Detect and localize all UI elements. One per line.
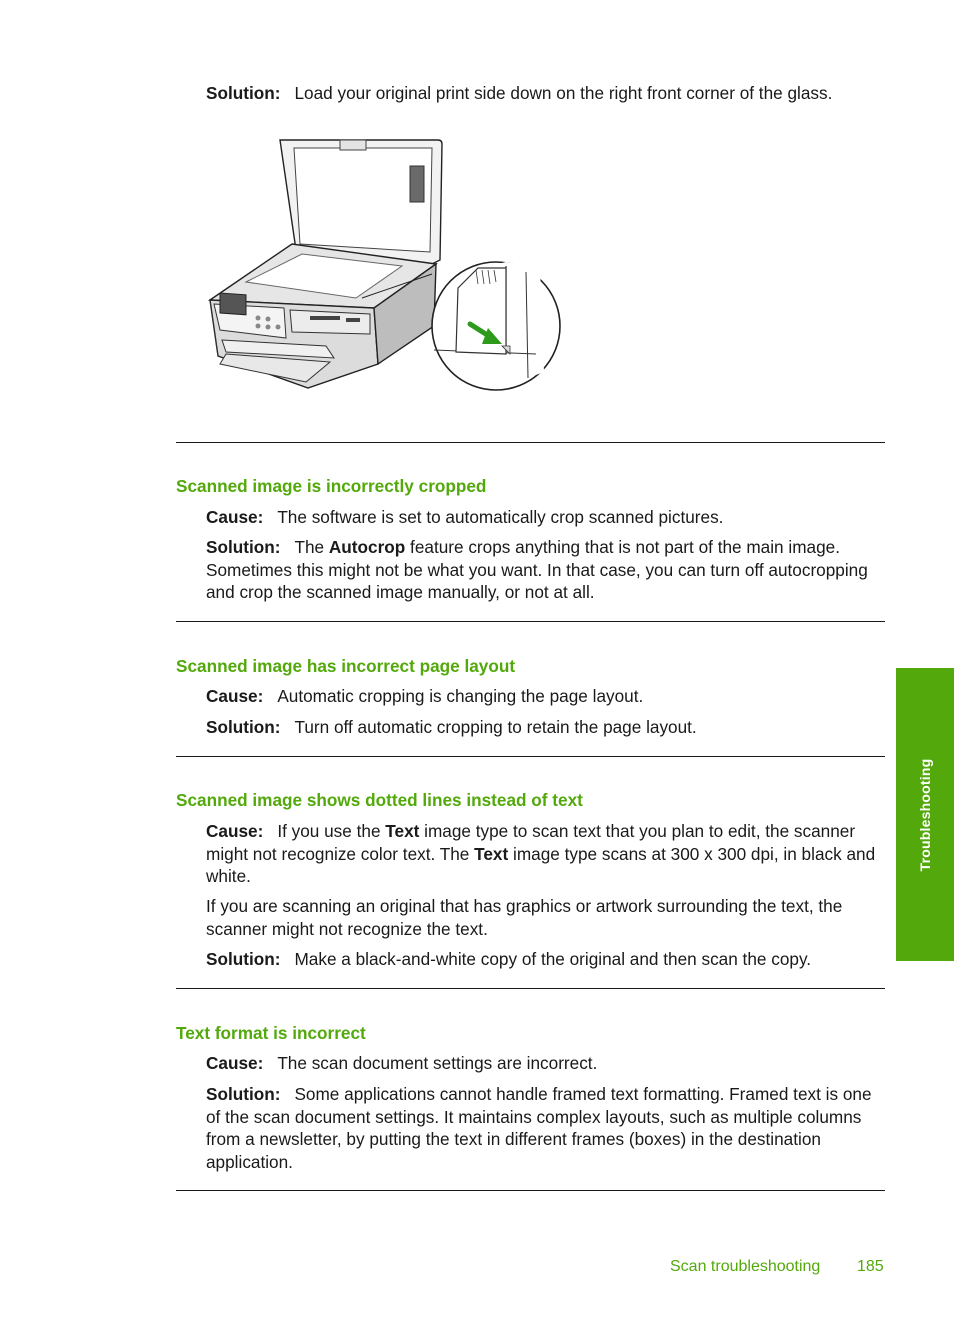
solution-label: Solution: xyxy=(206,83,281,103)
section-heading: Scanned image has incorrect page layout xyxy=(176,656,516,676)
cause-text: The scan document settings are incorrect. xyxy=(277,1053,598,1073)
cause-text: The software is set to automatically crop scanned pictures. xyxy=(277,507,724,527)
side-tab-label: Troubleshooting xyxy=(917,758,933,871)
section-heading: Scanned image is incorrectly cropped xyxy=(176,476,487,496)
section-heading: Text format is incorrect xyxy=(176,1023,366,1043)
footer-section-title: Scan troubleshooting xyxy=(670,1258,821,1275)
cause xyxy=(206,506,886,529)
solution xyxy=(206,948,886,971)
divider xyxy=(176,442,885,443)
text-term: Text xyxy=(385,821,420,841)
solution-label: Solution: xyxy=(206,537,281,557)
cause-text-mid: image type to scan text that you plan to edit, the scanner might not recognize color text. The xyxy=(206,821,856,864)
solution-text: Make a black-and-white copy of the original and then scan the copy. xyxy=(294,949,812,969)
cause-text-post: image type scans at 300 x 300 dpi, in black and white. xyxy=(206,843,876,887)
cause xyxy=(206,685,886,708)
solution-text: Load your original print side down on the right front corner of the glass. xyxy=(294,83,833,103)
cause-extra: If you are scanning an original that has graphics or artwork surrounding the text, the scanner might not recognize the text. xyxy=(206,896,843,939)
solution-text-pre: The xyxy=(294,537,325,557)
cause-text: Automatic cropping is changing the page layout. xyxy=(277,686,644,706)
text-term: Text xyxy=(474,843,509,864)
page-number: 185 xyxy=(857,1258,884,1275)
cause-label: Cause: xyxy=(206,1053,264,1073)
solution-text: Some applications cannot handle framed text formatting. Framed text is one of the scan document settings. It maintains complex layouts, such as multiple columns from a newsletter, by putting the text in different frames (boxes) in the destination application. xyxy=(206,1084,872,1172)
divider xyxy=(176,621,885,622)
divider xyxy=(176,1190,885,1191)
cause-label: Cause: xyxy=(206,686,264,706)
solution xyxy=(206,716,886,739)
solution-text: Turn off automatic cropping to retain the page layout. xyxy=(294,717,697,737)
solution-label: Solution: xyxy=(206,1084,281,1104)
solution-label: Solution: xyxy=(206,949,281,969)
cause xyxy=(206,820,886,888)
printer-scanner-glass-icon xyxy=(206,132,566,394)
divider xyxy=(176,756,885,757)
cause xyxy=(206,1052,886,1075)
chapter-side-tab xyxy=(896,668,954,961)
top-solution xyxy=(206,82,886,105)
section-heading: Scanned image shows dotted lines instead of text xyxy=(176,790,583,810)
solution-text-post: feature crops anything that is not part of the main image. Sometimes this might not be what you want. In that case, you can turn off autocropping and crop the scanned image manually, or not at all. xyxy=(206,537,868,603)
solution-label: Solution: xyxy=(206,717,281,737)
cause-label: Cause: xyxy=(206,507,264,527)
cause-text-pre: If you use the xyxy=(277,821,381,841)
cause-label: Cause: xyxy=(206,821,264,841)
divider xyxy=(176,988,885,989)
solution xyxy=(206,536,886,604)
solution xyxy=(206,1083,886,1173)
autocrop-term: Autocrop xyxy=(328,537,406,557)
